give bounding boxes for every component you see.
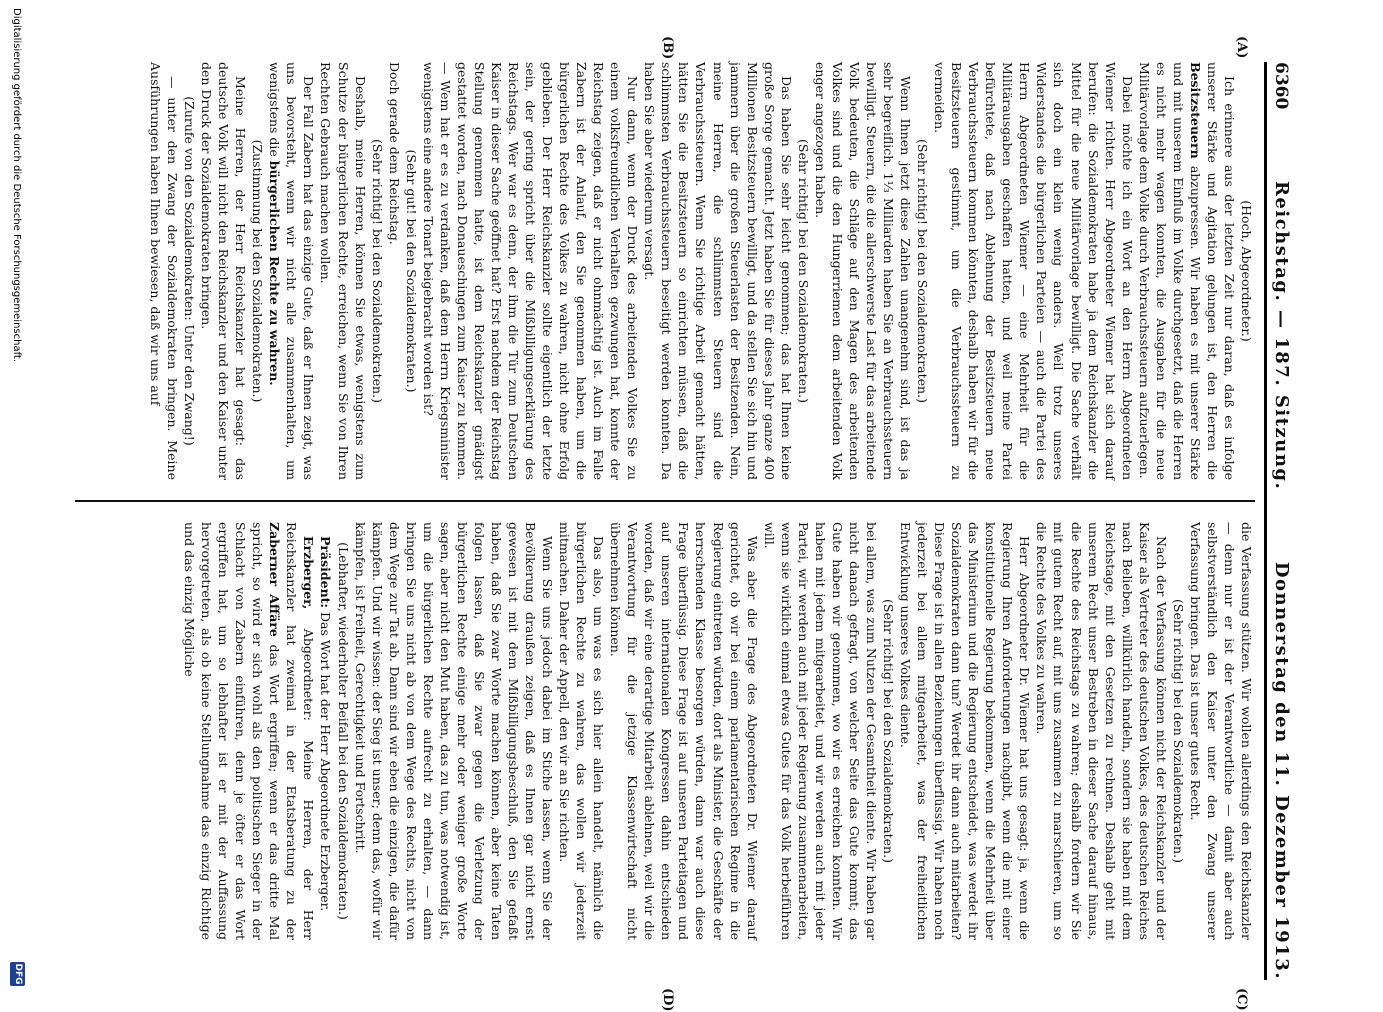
margin-marker-c: (C) [1234, 988, 1249, 1011]
page-number: 6360 [1271, 62, 1291, 110]
paragraph: Nur dann, wenn der Druck des arbeitenden Volkes Sie zu einem volksfreundlichen Verhalten gezwungen hat, konnte der Reichstag zeigen, daß er nicht ohnmächtig ist. Auch im Falle Zabern ist der Anlauf, den Sie genommen haben, um die bürgerlichen Rechte des Volkes zu wahren, nicht ohne Erfolg geblieben. Der Herr Reichskanzler sollte eigentlich der letzte sein, der gering spricht über die Mißbilligungserklärung des Reichstags. Wer war es denn, der ihm die Tür zum Deutschen Kaiser in dieser Sache geöffnet hat? Erst nachdem der Reichstag Stellung genommen hatte, ist dem Reichskanzler gnädigst gestattet worden, nach Donaueschingen zum Kaiser zu kommen. — Wem hat er es zu verdanken, daß dem Herrn Kriegsminister wenigstens eine andere Tonart beigebracht worden ist? [420, 62, 641, 480]
speaker-name: Präsident: [318, 536, 334, 609]
paragraph: Doch gerade dem Reichstag. [386, 62, 402, 245]
paragraph: Das haben Sie sehr leicht genommen; das hat Ihnen keine große Sorge gemacht. Jetzt haben Sie für dieses Jahr ganze 400 Millionen Besitzsteuern bewilligt, und da stellen Sie sich hin und jammern über die großen Steuerlasten der Besitzenden. Nein, meine Herren, die schlimmsten Steuern sind die Verbrauchssteuern. Wenn Sie richtige Arbeit gemacht hätten, hätten Sie die Besitzsteuern so einrichten müssen, daß die schlimmsten Verbrauchssteuern beseitigt werden konnten. Da haben Sie aber wiederum versagt. [642, 62, 794, 480]
page-header [1271, 62, 1311, 980]
header-date: Donnerstag den 11. Dezember 1913. [1271, 561, 1292, 980]
speaker-name: Erzberger, [301, 536, 317, 610]
paragraph: Dabei möchte ich ein Wort an den Herrn Abgeordneten Wiemer richten. Herr Abgeordneter Wiemer hat sich darauf berufen: die Sozialdemokraten habe ja dem Reichskanzler die Mittel für die neue Militärvorlage bewilligt. Die Sache verhält sich doch ein klein wenig anders. Weil trotz unseres Widerstandes die bürgerlichen Parteien — auch die Partei des Herrn Abgeordneten Wiemer — eine Mehrheit für die Militärausgaben geschaffen hatten, und weil meine Partei befürchtete, daß nach Ablehnung der Besitzsteuern neue Verbrauchssteuern kommen könnten, deshalb haben wir für die Besitzsteuern gestimmt, um die Verbrauchssteuern zu vermeiden. [932, 62, 1135, 480]
emphasis: bürgerlichen Rechte zu wahren. [267, 160, 283, 386]
interjection: (Sehr richtig! bei den Sozialdemokraten.) [369, 139, 385, 403]
paragraph: Präsident: Das Wort hat der Herr Abgeordnete Erzberger. [318, 536, 334, 912]
interjection: (Zustimmung bei den Sozialdemokraten.) [250, 139, 266, 403]
paragraph: — unter den Zwang der Sozialdemokraten bringen. Meine Ausführungen haben Ihnen bewiesen, daß wir uns auf [148, 62, 181, 480]
speaker-note: (Hoch, Abgeordneter.) [1239, 200, 1254, 342]
left-column [147, 62, 1255, 480]
paragraph: die Verfassung stützen. Wir wollen allerdings den Reichskanzler — denn nur er ist der Verantwortliche — damit aber auch selbstverständlich den Kaiser unter den Zwang unserer Verfassung bringen. Das ist unser gutes Recht. [1187, 522, 1254, 940]
interjection: (Zurufe von den Sozialdemokraten: Unter den Zwang!) [182, 96, 198, 446]
paragraph: Erzberger, Abgeordneter: Meine Herren, der Herr Reichskanzler hat zweimal in der Etatsberatung zu der Zaberner Affäre das Wort ergriffen; wenn er das dritte Mal spricht, so wird er sich wohl als den politischen Sieger in der Schlacht von Zabern einführen, denn je öfter er das Wort ergriffen hat, um so lebhafter ist er mit der Auffassung hervorgetreten, als ob keine Stellungnahme das einzig Richtige und das einzig Mögliche [182, 522, 317, 940]
paragraph: Nach der Verfassung können nicht der Reichskanzler und der Kaiser als Vertreter des deutschen Volkes, des deutschen Reiches nach Belieben, willkürlich handeln, sondern sie haben mit dem Reichstage, mit den Gesetzen zu rechnen. Deshalb geht mit unserem Recht unser Bestreben in dieser Sache darauf hinaus, die Rechte des Reichstags zu wahren; deshalb fordern wir Sie mit gutem Recht auf, mit uns zusammen zu marschieren, um so die Rechte des Volkes zu wahren. [1034, 522, 1169, 940]
right-column [181, 522, 1255, 940]
interjection: (Sehr richtig! bei den Sozialdemokraten.) [881, 599, 897, 863]
dfg-logo: DFG [10, 962, 25, 986]
header-rule [1264, 62, 1267, 980]
paragraph: Deshalb, meine Herren, können Sie etwas, wenigstens zum Schutze der bürgerlichen Rechte, erreichen, wenn Sie von Ihren Rechten Gebrauch machen wollen. [318, 62, 368, 480]
interjection: (Lebhafter, wiederholter Beifall bei den Sozialdemokraten.) [335, 542, 351, 920]
paragraph: Wenn Ihnen jetzt diese Zahlen unangenehm sind, ist das ja sehr begreiflich. 1⅓ Milliarden haben Sie an Verbrauchssteuern bewilligt. Steuern, die die allerschwerste Last für das arbeitende Volk bedeuten, die Schläge auf den Magen des arbeitenden Volkes sind und die den Hungerriemen dem arbeitenden Volk enger angezogen haben. [812, 62, 914, 480]
paragraph: Der Fall Zabern hat das einzige Gute, daß er Ihnen zeigt, was uns bevorsteht, wenn wir nicht alle zusammenhalten, um wenigstens die bürgerlichen Rechte zu wahren. [267, 62, 317, 480]
paragraph: Meine Herren, der Herr Reichskanzler hat gesagt: das deutsche Volk will nicht den Reichskanzler und den Kaiser unter den Druck der Sozialdemokraten bringen. [199, 62, 249, 480]
interjection: (Sehr richtig! bei den Sozialdemokraten.) [915, 139, 931, 403]
digitization-notice: Digitalisierung gefördert durch die Deutsche Forschungsgemeinschaft. [11, 8, 22, 363]
interjection: (Sehr richtig! bei den Sozialdemokraten.) [1170, 599, 1186, 863]
emphasis: Besitzsteuern [1187, 62, 1203, 159]
margin-marker-a: (A) [1234, 36, 1249, 59]
emphasis: Zaberner Affäre [267, 522, 283, 637]
paragraph: Wenn Sie uns jedoch dabei im Stiche lassen, wenn Sie der Bevölkerung draußen zeigen, daß es Ihnen gar nicht ernst gewesen ist mit dem Mißbilligungsbeschluß, den Sie gefaßt haben, daß Sie zwar Worte machen können, aber keine Taten folgen lassen, daß Sie zwar gegen die Verletzung der bürgerlichen Rechte einige mehr oder weniger große Worte sagen, aber nicht den Mut haben, das zu tun, was notwendig ist, um die bürgerlichen Rechte aufrecht zu erhalten, — dann bringen Sie uns nicht ab von dem Wege des Rechts, nicht von dem Wege zur Tat ab. Dann sind wir eben die einzigen, die dafür kämpfen. Und wir wissen: der Sieg ist unser; denn das, wofür wir kämpfen, ist Freiheit, Gerechtigkeit und Fortschritt. [352, 522, 556, 940]
margin-marker-d: (D) [660, 988, 675, 1012]
paragraph: bei allem, was zum Nutzen der Gesamtheit diente. Wir haben gar nicht danach gefragt, von welcher Seite das Gute kommt; das Gute haben wir genommen, wo wir es erreichen konnten. Wir haben mit jedem mitgearbeitet, und wir werden auch mit jeder Partei, wir werden auch mit jeder Regierung zusammenarbeiten, wenn sie wirklich einmal etwas Gutes für das Volk herbeiführen will. [761, 522, 879, 940]
paragraph: Das also, um was es sich hier allein handelt, nämlich die bürgerlichen Rechte zu wahren, das wollen wir jederzeit mitmachen. Daher der Appell, den wir an Sie richten. [557, 522, 607, 940]
interjection: (Sehr gut! bei den Sozialdemokraten.) [403, 149, 419, 393]
paragraph: Ich erinnere aus der letzten Zeit nur daran, daß es infolge unserer Stärke und Agitation gelungen ist, den Herren die Besitzsteuern abzupressen. Wir haben es mit unserer Stärke und mit unserem Einfluß im Volke durchgesetzt, daß die Herren es nicht mehr wagen konnten, die Ausgaben für die neue Militärvorlage dem Volke durch Verbrauchssteuern aufzuerlegen. [1136, 62, 1237, 480]
column-divider [75, 500, 1255, 502]
header-title: Reichstag. — 187. Sitzung. [1271, 180, 1292, 491]
margin-marker-b: (B) [660, 36, 675, 60]
paragraph: Was aber die Frage des Abgeordneten Dr. Wiemer darauf gerichtet, ob wir bei einem parlamentarischen Regime in die Regierung eintreten würden, dort als Minister, die Geschäfte der herrschenden Klasse besorgen würden, dann war auch diese Frage überflüssig. Diese Frage ist auf unseren Parteitagen und auf unseren internationalen Kongressen dahin entschieden worden, daß wir eine derartige Mitarbeit ablehnen, weil wir die Verantwortung für die jetzige Klassenwirtschaft nicht übernehmen können. [608, 522, 760, 940]
newspaper-page [66, 36, 1311, 1012]
interjection: (Sehr richtig! bei den Sozialdemokraten.) [795, 139, 811, 403]
paragraph: Herr Abgeordneter Dr. Wiemer hat uns gesagt: ja, wenn die Regierung Ihren Anforderungen nachgibt, wenn die mit einer konstitutionelle Regierung bekommen, wenn die Mehrheit über das Ministerium und die Regierung entscheidet, was werdet ihr Sozialdemokraten dann tun? Werdet ihr dann auch mitarbeiten? Diese Frage ist in allen Beziehungen überflüssig. Wir haben noch jederzeit bei allem mitgearbeitet, was der freiheitlichen Entwicklung unseres Volkes diente. [898, 522, 1033, 940]
